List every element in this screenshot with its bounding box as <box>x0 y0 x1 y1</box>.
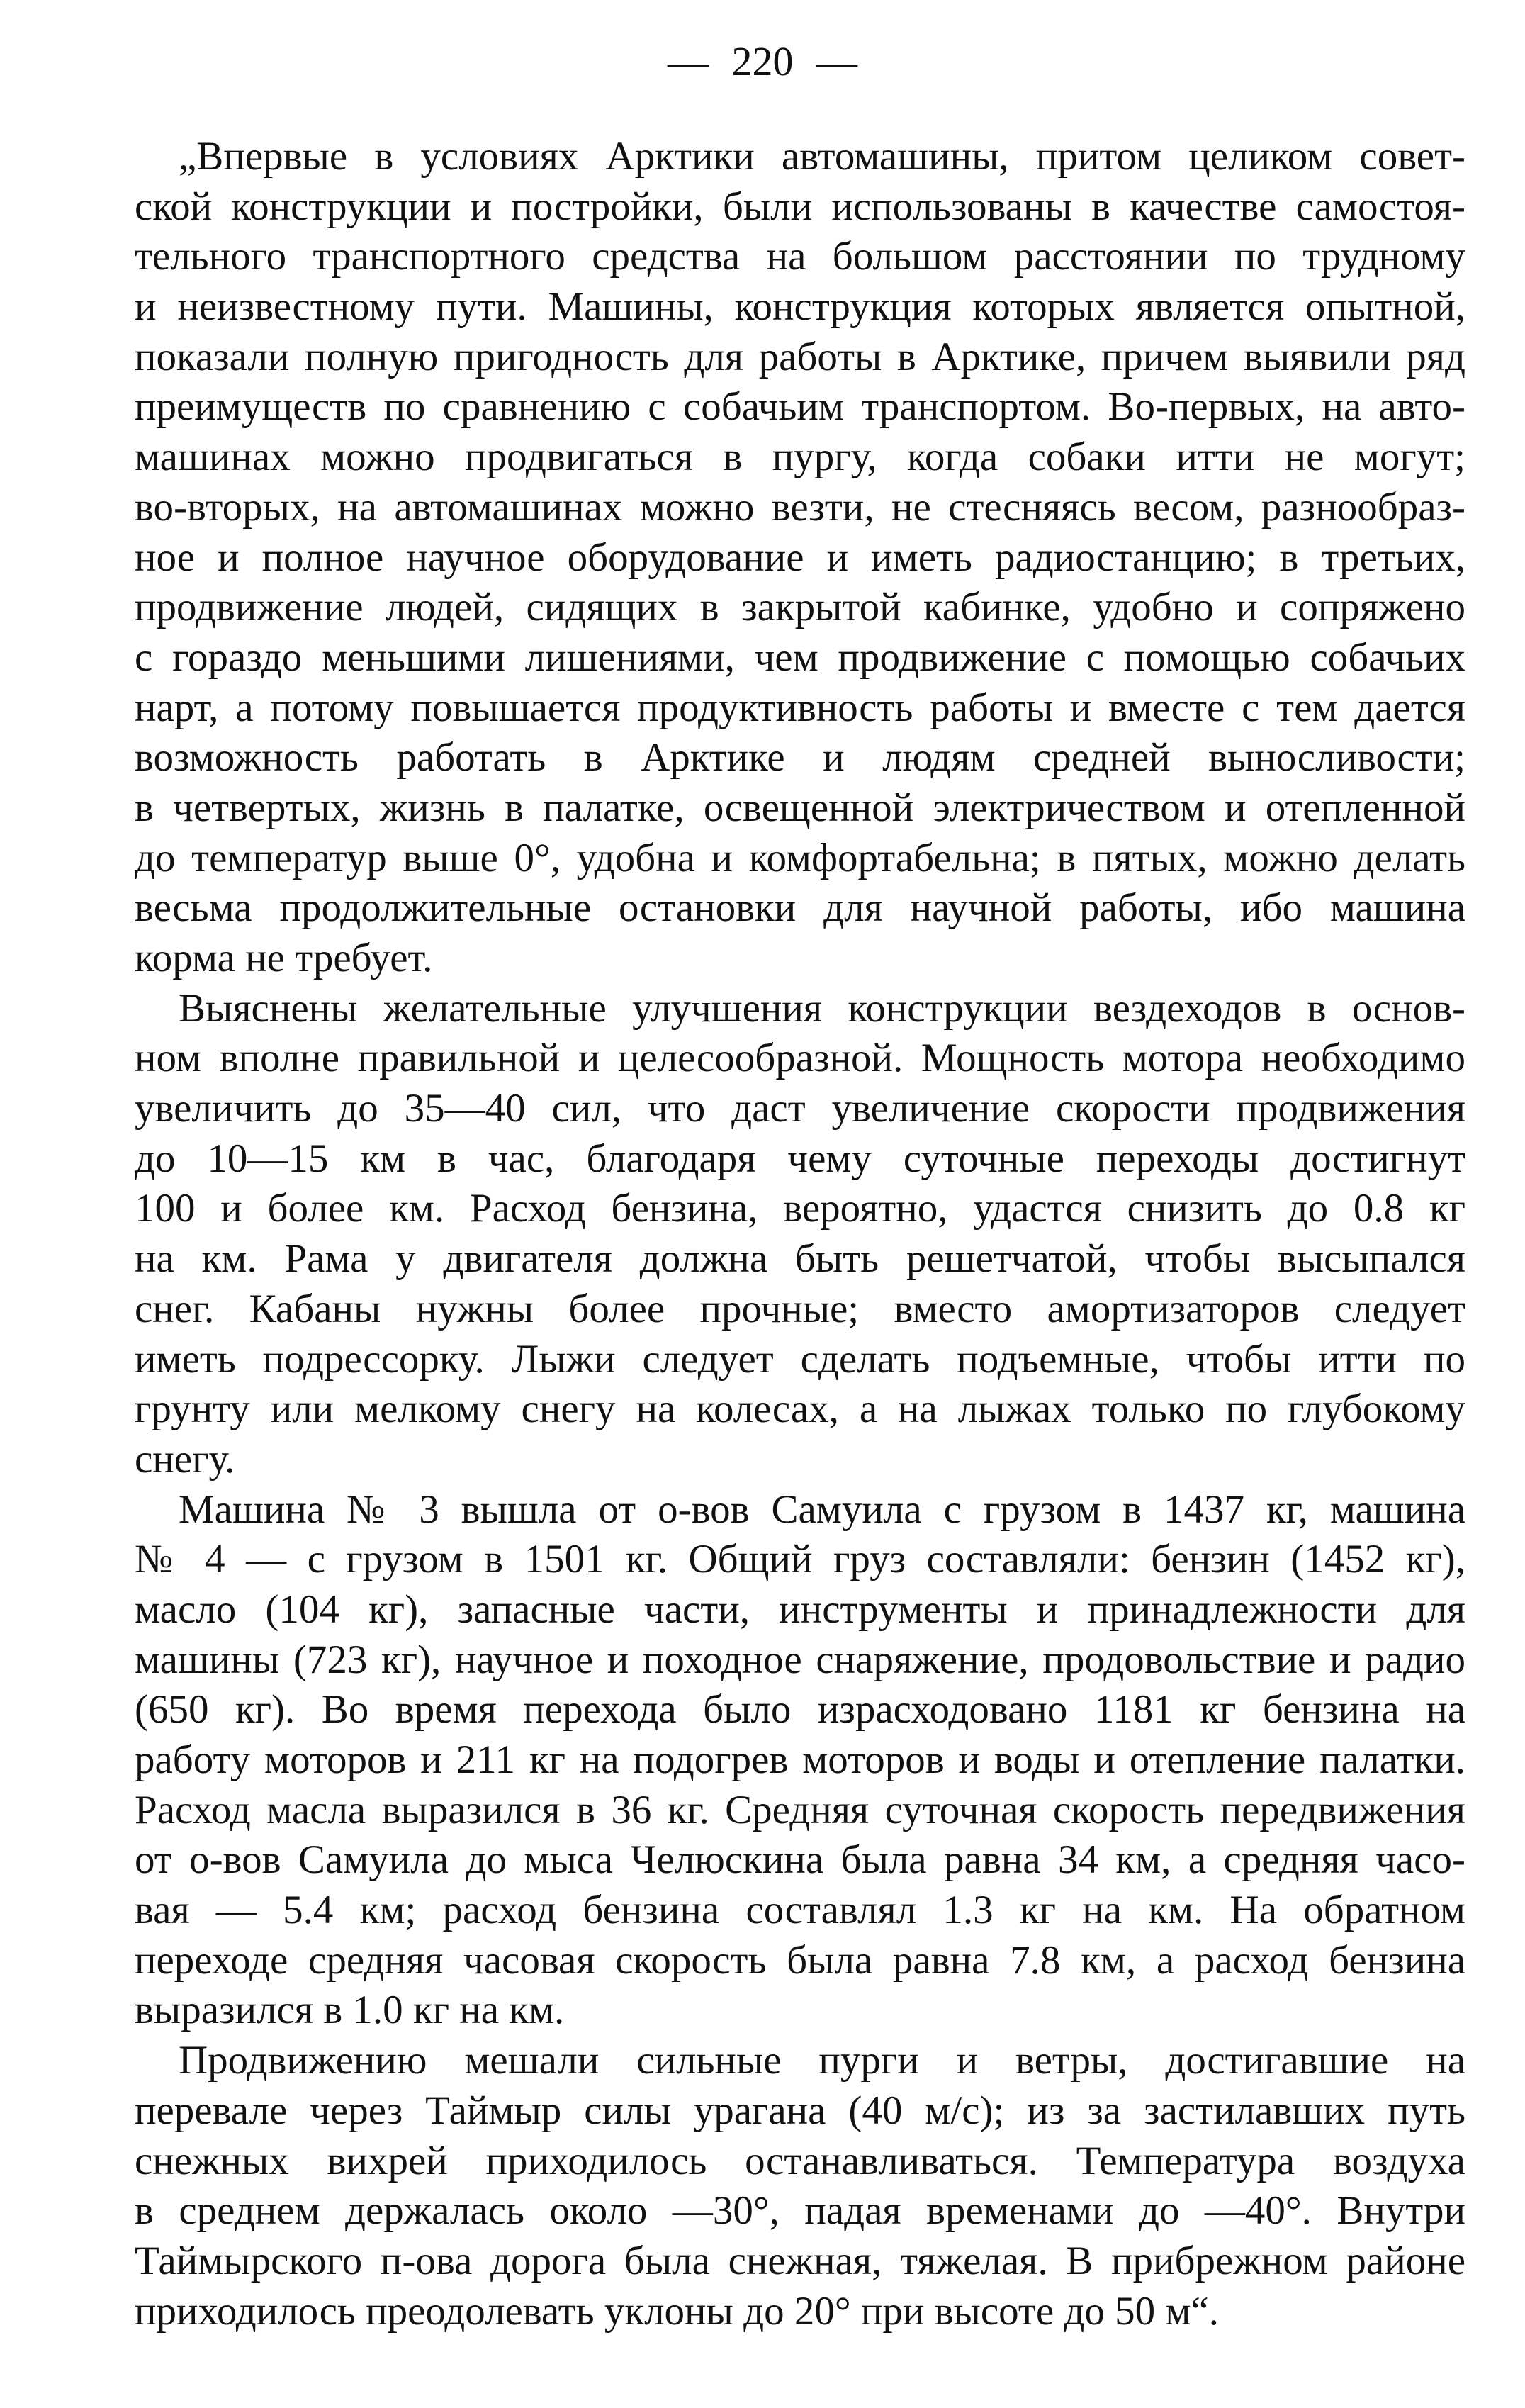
text-line: выразился в 1.0 кг на км. <box>135 1988 565 2033</box>
text-line: иметь подрессорку. Лыжи следует сделать подъемные, чтобы итти по <box>135 1336 1465 1382</box>
text-line: снегу. <box>135 1436 235 1482</box>
page-number: — 220 — <box>668 38 857 84</box>
text-line: грунту или мелкому снегу на колесах, а на лыжах только по глубокому <box>135 1387 1465 1432</box>
text-line: увеличить до 35—40 сил, что даст увеличение скорости продвижения <box>135 1086 1465 1131</box>
text-line: машины (723 кг), научное и походное снаряжение, продовольствие и радио <box>135 1637 1465 1682</box>
text-line: перевале через Таймыр силы урагана (40 м/с); из за застилавших путь <box>135 2088 1465 2133</box>
text-line: масло (104 кг), запасные части, инструменты и принадлежности для <box>135 1586 1465 1632</box>
paragraph <box>135 132 1465 984</box>
text-line: снежных вихрей приходилось останавливаться. Температура воздуха <box>135 2138 1465 2183</box>
text-line: Выяснены желательные улучшения конструкции вездеходов в основ- <box>179 985 1465 1031</box>
text-line: Продвижению мешали сильные пурги и ветры, достигавшие на <box>179 2038 1465 2083</box>
text-line: „Впервые в условиях Арктики автомашины, притом целиком совет- <box>179 134 1465 179</box>
text-line: вая — 5.4 км; расход бензина составлял 1.3 кг на км. На обратном <box>135 1888 1465 1933</box>
text-line: и неизвестному пути. Машины, конструкция которых является опытной, <box>135 284 1465 330</box>
text-line: (650 кг). Во время перехода было израсходовано 1181 кг бензина на <box>135 1687 1465 1732</box>
text-line: во-вторых, на автомашинах можно везти, не стесняясь весом, разнообраз- <box>135 484 1465 530</box>
body-text <box>135 132 1465 2336</box>
text-line: Расход масла выразился в 36 кг. Средняя суточная скорость передвижения <box>135 1787 1465 1832</box>
text-line: с гораздо меньшими лишениями, чем продвижение с помощью собачьих <box>135 634 1465 680</box>
text-line: снег. Кабаны нужны более прочные; вместо амортизаторов следует <box>135 1286 1465 1331</box>
text-line: преимуществ по сравнению с собачьим транспортом. Во-первых, на авто- <box>135 384 1465 430</box>
text-line: Таймырского п-ова дорога была снежная, тяжелая. В прибрежном районе <box>135 2238 1465 2283</box>
paragraph <box>135 2036 1465 2336</box>
text-line: в среднем держалась около —30°, падая временами до —40°. Внутри <box>135 2188 1465 2234</box>
text-line: машинах можно продвигаться в пургу, когда собаки итти не могут; <box>135 435 1465 480</box>
text-line: на км. Рама у двигателя должна быть решетчатой, чтобы высыпался <box>135 1236 1465 1282</box>
text-line: до температур выше 0°, удобна и комфортабельна; в пятых, можно делать <box>135 835 1465 880</box>
text-line: ской конструкции и постройки, были использованы в качестве самостоя- <box>135 184 1465 229</box>
text-line: ное и полное научное оборудование и иметь радиостанцию; в третьих, <box>135 534 1465 580</box>
text-line: до 10—15 км в час, благодаря чему суточные переходы достигнут <box>135 1136 1465 1181</box>
paragraph <box>135 1485 1465 2037</box>
paragraph <box>135 984 1465 1485</box>
text-line: корма не требует. <box>135 936 433 980</box>
text-line: 100 и более км. Расход бензина, вероятно, удастся снизить до 0.8 кг <box>135 1186 1465 1231</box>
text-line: ном вполне правильной и целесообразной. Мощность мотора необходимо <box>135 1036 1465 1081</box>
text-line: № 4 — с грузом в 1501 кг. Общий груз составляли: бензин (1452 кг), <box>135 1537 1465 1582</box>
text-line: от о-вов Самуила до мыса Челюскина была равна 34 км, а средняя часо- <box>135 1837 1465 1883</box>
text-line: в четвертых, жизнь в палатке, освещенной электричеством и отепленной <box>135 785 1465 830</box>
text-line: работу моторов и 211 кг на подогрев моторов и воды и отепление палатки. <box>135 1737 1465 1782</box>
text-line: тельного транспортного средства на большом расстоянии по трудному <box>135 234 1465 279</box>
text-line: продвижение людей, сидящих в закрытой кабинке, удобно и сопряжено <box>135 585 1465 630</box>
text-line: приходилось преодолевать уклоны до 20° при высоте до 50 м“. <box>135 2288 1219 2334</box>
text-line: Машина № 3 вышла от о-вов Самуила с грузом в 1437 кг, машина <box>179 1486 1465 1532</box>
text-line: переходе средняя часовая скорость была равна 7.8 км, а расход бензина <box>135 1937 1465 1983</box>
text-line: показали полную пригодность для работы в Арктике, причем выявили ряд <box>135 334 1465 379</box>
text-line: возможность работать в Арктике и людям средней выносливости; <box>135 735 1465 780</box>
text-line: весьма продолжительные остановки для научной работы, ибо машина <box>135 885 1465 931</box>
text-line: нарт, а потому повышается продуктивность работы и вместе с тем дается <box>135 685 1465 730</box>
